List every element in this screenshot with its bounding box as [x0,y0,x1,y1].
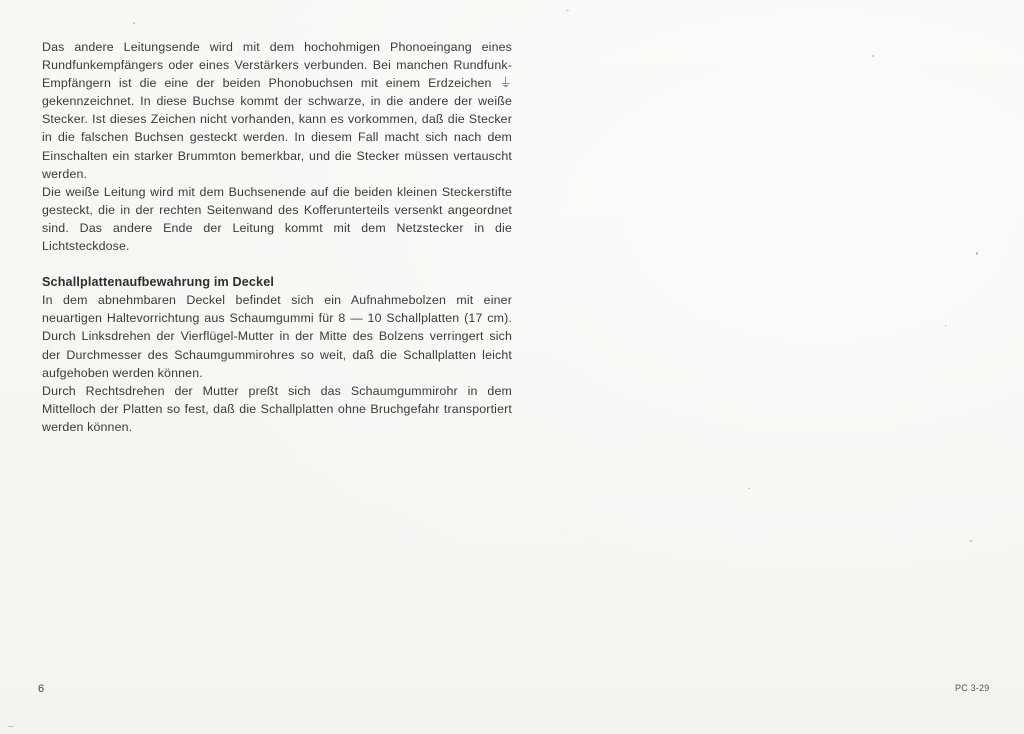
dust-speck [566,10,569,11]
text-column [42,38,512,436]
dust-speck [748,488,750,489]
page-number: 6 [38,683,45,695]
dust-speck [133,22,135,24]
dust-speck [970,540,972,542]
dust-speck [872,55,874,57]
document-code: PC 3-29 [955,683,990,693]
paragraph-phono-connection: Das andere Leitungsende wird mit dem hochohmigen Phonoeingang eines Rundfunkempfängers oder eines Verstärkers verbunden. Bei manchen Rundfunk-Empfängern ist die eine der beiden Phonobuchsen mit einem Erdzeichen ⏚ gekennzeichnet. In diese Buchse kommt der schwarze, in die andere der weiße Stecker. Ist dieses Zeichen nicht vorhanden, kann es vorkommen, daß die Stecker in die falschen Buchsen gesteckt werden. In diesem Fall macht sich nach dem Einschalten ein starker Brummton bemerkbar, und die Stecker müssen vertauscht werden. [42,40,512,181]
dust-speck [945,325,946,327]
section-heading: Schallplattenaufbewahrung im Deckel [42,275,274,290]
paragraph-record-transport: Durch Rechtsdrehen der Mutter preßt sich das Schaumgummirohr in dem Mittelloch der Platten so fest, daß die Schallplatten ohne Bruchgefahr transportiert werden können. [42,383,512,434]
dust-speck [8,726,14,727]
paragraph-power-connection: Die weiße Leitung wird mit dem Buchsenende auf die beiden kleinen Steckerstifte gesteckt, die in der rechten Seitenwand des Kofferunterteils versenkt angeordnet sind. Das andere Ende der Leitung kommt mit dem Netzstecker in die Lichtsteckdose. [42,184,512,254]
paragraph-record-holder: In dem abnehmbaren Deckel befindet sich ein Aufnahmebolzen mit einer neuartigen Haltevorrichtung aus Schaumgummi für 8 — 10 Schallplatten (17 cm). Durch Linksdrehen der Vierflügel-Mutter in der Mitte des Bolzens verringert sich der Durchmesser des Schaumgummirohres so weit, daß die Schallplatten leicht aufgehoben werden können. [42,293,512,380]
dust-speck [976,252,978,255]
section-spacer [42,255,512,273]
